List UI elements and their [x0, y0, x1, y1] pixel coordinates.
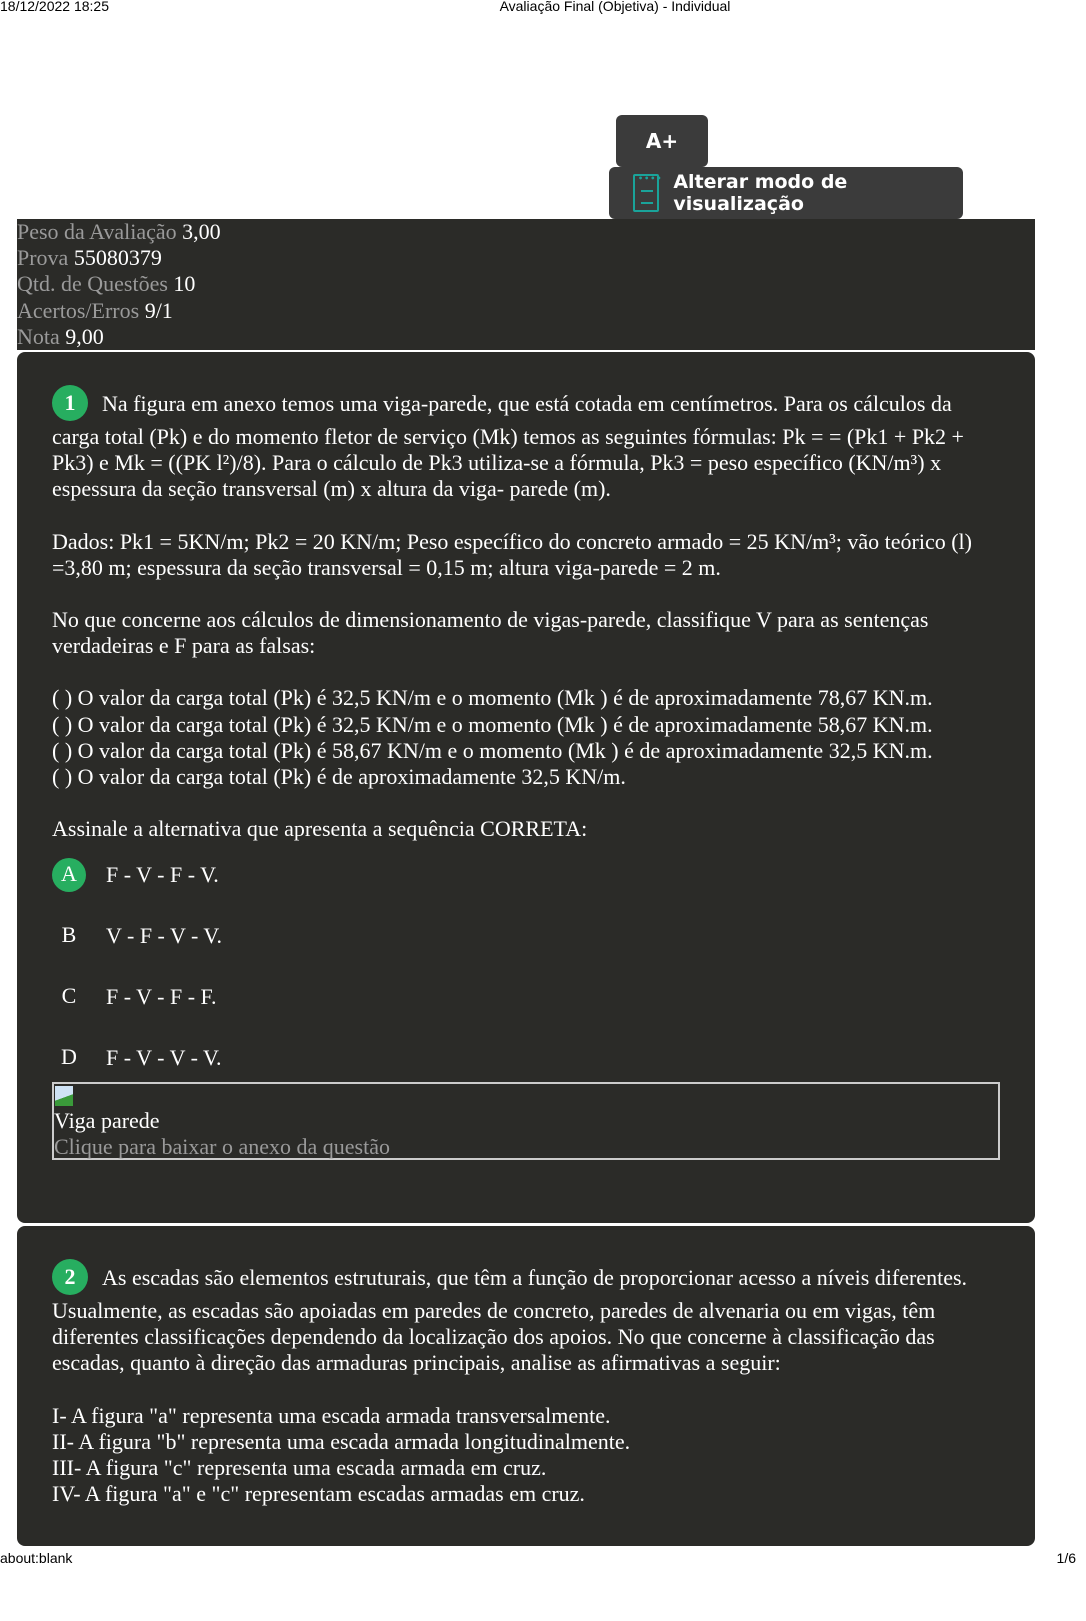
question-data: Dados: Pk1 = 5KN/m; Pk2 = 20 KN/m; Peso específico do concreto armado = 25 KN/m³; vão teórico (l) =3,80 m; espessura da seção transversal = 0,15 m; altura viga-parede = 2 m.: [52, 528, 972, 580]
question-intro: [52, 1262, 1000, 1377]
option-letter: D: [61, 1043, 77, 1069]
info-score-ratio: [17, 298, 1035, 324]
question-text: Na figura em anexo temos uma viga-parede, que está cotada em centímetros. Para os cálculos da carga total (Pk) e do momento fletor de serviço (Mk) temos as seguintes fórmulas: Pk = = (Pk1 + Pk2 + Pk3) e Mk = ((PK l²)/8). Para o cálculo de Pk3 utiliza-se a fórmula, Pk3 = peso específico (KN/m³) x espessura da seção transversal (m) x altura da viga- parede (m).: [52, 391, 964, 502]
attachment-download[interactable]: [52, 1082, 1000, 1160]
info-value: 10: [173, 271, 196, 297]
question-number-badge: 2: [52, 1259, 88, 1295]
attachment-download-link[interactable]: Clique para baixar o anexo da questão: [54, 1134, 390, 1160]
assessment-info: [17, 219, 1035, 350]
option-a[interactable]: [52, 844, 1000, 905]
option-letter: C: [61, 982, 77, 1008]
question-intro: [52, 388, 1000, 503]
info-label: Peso da Avaliação: [17, 219, 177, 244]
view-mode-label: Alterar modo de visualização: [673, 171, 848, 215]
info-label: Acertos/Erros: [17, 297, 140, 323]
option-letter-selected: A: [52, 858, 86, 892]
info-label: Prova: [17, 245, 69, 271]
statement: ( ) O valor da carga total (Pk) é de aproximadamente 32,5 KN/m.: [52, 764, 626, 790]
question-card-1: [17, 352, 1035, 1223]
font-increase-label: A+: [645, 129, 679, 153]
print-url: about:blank: [0, 1550, 73, 1566]
option-text: V - F - V - V.: [106, 922, 222, 948]
info-value: 9,00: [65, 323, 104, 349]
statements: [52, 685, 1000, 790]
statement: I- A figura "a" representa uma escada armada transversalmente.: [52, 1402, 611, 1428]
question-card-2: [17, 1226, 1035, 1546]
document-icon: [633, 174, 659, 212]
option-letter: B: [61, 921, 77, 947]
print-title: Avaliação Final (Objetiva) - Individual: [499, 0, 731, 14]
question-instruction: No que concerne aos cálculos de dimensionamento de vigas-parede, classifique V para as sentenças verdadeiras e F para as falsas:: [52, 607, 929, 659]
view-mode-button[interactable]: [609, 167, 963, 219]
info-value: 3,00: [182, 219, 221, 244]
option-text: F - V - F - V.: [106, 861, 219, 887]
print-datetime: 18/12/2022 18:25: [0, 0, 109, 14]
option-d[interactable]: [52, 1027, 1000, 1088]
info-label: Qtd. de Questões: [17, 271, 168, 297]
option-text: F - V - V - V.: [106, 1044, 222, 1070]
info-weight: [17, 219, 1035, 245]
question-text: As escadas são elementos estruturais, que têm a função de proporcionar acesso a níveis diferentes. Usualmente, as escadas são apoiadas em paredes de concreto, paredes de alvenaria ou em vigas, têm diferentes classificações dependendo da localização dos apoios. No que concerne à classificação das escadas, quanto à direção das armaduras principais, analise as afirmativas a seguir:: [52, 1265, 968, 1376]
statement: ( ) O valor da carga total (Pk) é 58,67 KN/m e o momento (Mk ) é de aproximadamente 32,5 KN.m.: [52, 737, 933, 763]
info-questions: [17, 271, 1035, 297]
broken-image-icon: [54, 1084, 78, 1108]
attachment-name: Viga parede: [54, 1108, 160, 1134]
info-value: 9/1: [144, 297, 173, 323]
font-increase-button[interactable]: [616, 115, 708, 167]
info-exam: [17, 245, 1035, 271]
info-label: Nota: [17, 323, 60, 349]
info-grade: [17, 324, 1035, 350]
statement: IV- A figura "a" e "c" representam escadas armadas em cruz.: [52, 1481, 585, 1507]
print-page-number: 1/6: [1056, 1550, 1076, 1566]
statement: ( ) O valor da carga total (Pk) é 32,5 KN/m e o momento (Mk ) é de aproximadamente 78,67 KN.m.: [52, 685, 933, 711]
info-value: 55080379: [73, 245, 162, 271]
option-text: F - V - F - F.: [106, 983, 217, 1009]
statement: II- A figura "b" representa uma escada armada longitudinalmente.: [52, 1428, 631, 1454]
question-number-badge: 1: [52, 385, 88, 421]
option-b[interactable]: [52, 905, 1000, 966]
question-prompt: Assinale a alternativa que apresenta a sequência CORRETA:: [52, 816, 588, 842]
statement: III- A figura "c" representa uma escada armada em cruz.: [52, 1455, 547, 1481]
statements: [52, 1403, 1000, 1508]
option-c[interactable]: [52, 966, 1000, 1027]
statement: ( ) O valor da carga total (Pk) é 32,5 KN/m e o momento (Mk ) é de aproximadamente 58,67 KN.m.: [52, 711, 933, 737]
